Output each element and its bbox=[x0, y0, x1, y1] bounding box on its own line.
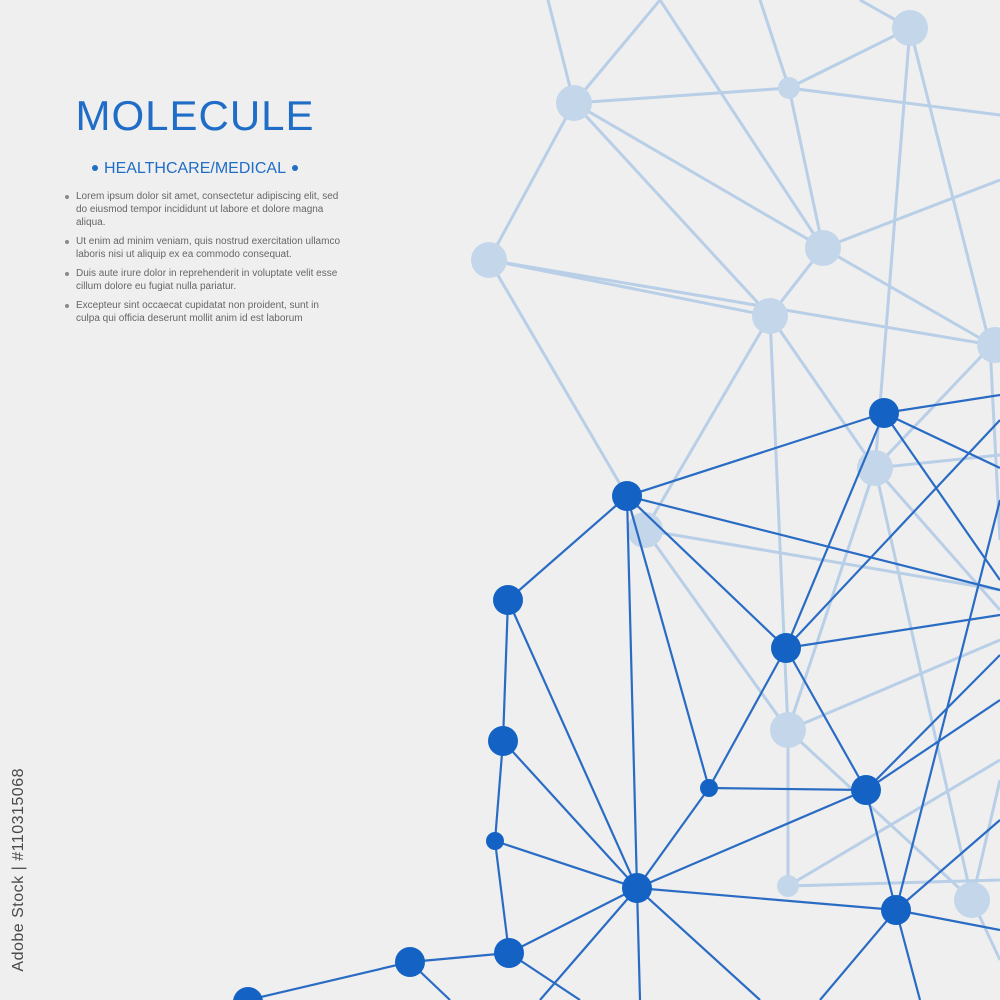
dark-nodes bbox=[233, 398, 911, 1000]
bullet-dot-icon bbox=[292, 165, 298, 171]
page-subtitle bbox=[0, 160, 390, 178]
list-item: Lorem ipsum dolor sit amet, consectetur adipiscing elit, sed do eiusmod tempor incididunt ut labore et dolore magna aliqua. bbox=[64, 190, 344, 229]
list-item: Excepteur sint occaecat cupidatat non proident, sunt in culpa qui officia deserunt mollit anim id est laborum bbox=[64, 299, 344, 325]
light-network-layer bbox=[489, 0, 1000, 960]
subtitle-text: HEALTHCARE/MEDICAL bbox=[104, 160, 286, 177]
bullet-dot-icon bbox=[92, 165, 98, 171]
list-item: Ut enim ad minim veniam, quis nostrud exercitation ullamco laboris nisi ut aliquip ex ea commodo consequat. bbox=[64, 235, 344, 261]
page-title: MOLECULE bbox=[75, 92, 315, 139]
stock-id-watermark: Adobe Stock | #110315068 bbox=[10, 768, 27, 972]
bullet-list bbox=[64, 190, 344, 331]
list-item: Duis aute irure dolor in reprehenderit in voluptate velit esse cillum dolore eu fugiat nulla pariatur. bbox=[64, 267, 344, 293]
